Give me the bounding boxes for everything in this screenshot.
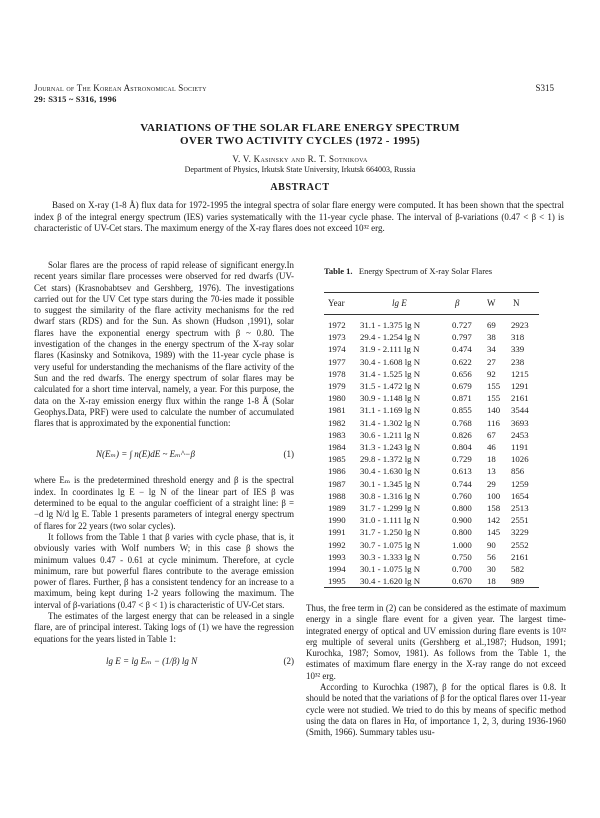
table-row [324, 418, 539, 429]
cell-year: 1973 [328, 332, 346, 343]
cell-beta: 0.760 [452, 490, 472, 501]
cell-n: 3693 [511, 417, 529, 428]
cell-year: 1979 [328, 381, 346, 391]
cell-beta: 0.679 [452, 381, 472, 391]
cell-year: 1980 [328, 393, 346, 404]
cell-year: 1983 [328, 429, 346, 440]
equation-2-number: (2) [283, 655, 294, 666]
cell-year: 1993 [328, 551, 346, 562]
cell-beta: 0.797 [452, 332, 472, 343]
cell-year: 1977 [328, 356, 346, 367]
cell-n: 989 [511, 576, 525, 587]
cell-n: 2513 [511, 503, 529, 513]
table-caption-text: Energy Spectrum of X-ray Solar Flares [358, 266, 493, 276]
cell-lge: 31.5 - 1.472 lg N [360, 381, 421, 391]
title-line-1: VARIATIONS OF THE SOLAR FLARE ENERGY SPECTRUM [140, 122, 460, 134]
cell-n: 1215 [511, 368, 529, 379]
cell-lge: 31.1 - 1.375 lg N [360, 320, 421, 330]
table-caption [324, 266, 492, 276]
table-label: Table 1. [324, 266, 353, 276]
authors: V. V. Kasinsky and R. T. Sotnikova [232, 154, 368, 164]
cell-year: 1988 [328, 490, 346, 501]
cell-w: 90 [487, 539, 496, 550]
cell-beta: 0.729 [452, 454, 472, 465]
paper-title [0, 122, 600, 148]
equation-1-body: N(Eₘ) = ∫ n(E)dE ~ Eₘ^−β [96, 449, 196, 460]
cell-beta: 0.800 [452, 527, 472, 538]
cell-beta: 0.804 [452, 442, 472, 452]
journal-volume: 29: S315 ~ S316, 1996 [34, 94, 117, 104]
cell-n: 1026 [511, 454, 529, 465]
equation-2 [34, 651, 294, 673]
cell-year: 1991 [328, 527, 346, 538]
table-row [324, 466, 539, 477]
cell-n: 2453 [511, 429, 529, 440]
cell-beta: 0.800 [452, 503, 472, 513]
cell-year: 1987 [328, 478, 346, 489]
paragraph-variation: It follows from the Table 1 that β varies with cycle phase, that is, it obviously varies with Wolf numbers W; in this case β shows the minimum values 0.47 - 0.61 at cycle minimum. Therefore, at cycle minimum, rare but powerful flares contribute to the average emission power of flares. Further, β has a consistent tendency for an increase to a maximum, being kept during 1-2 years following the maximum. The interval of β-variations (0.47 < β < 1) is characteristic of UV-Cet stars. [34, 531, 294, 610]
cell-w: 18 [487, 454, 496, 465]
cell-lge: 31.7 - 1.250 lg N [360, 527, 421, 538]
table-row [324, 393, 539, 404]
table-bottom-rule [324, 587, 539, 588]
cell-n: 3544 [511, 405, 529, 416]
equation-2-body: lg E = lg Eₘ − (1/β) lg N [106, 655, 198, 666]
paragraph-estimates: The estimates of the largest energy that can be released in a single flare, are of principal interest. Taking logs of (1) we have the regression equations for the years listed in Table 1: [34, 611, 294, 644]
abstract-heading: ABSTRACT [270, 182, 330, 193]
paragraph-intro: Solar flares are the process of rapid release of significant energy.In recent years similar flare processes were observed for red dwarfs (UV-Cet stars) (Krasnobabtsev and Gershberg, 1976). The investigations carried out for the UV Cet type stars during the 70-ies made it possible to suggest the similarity of the flare activity mechanisms for the red dwarf stars (RDS) and for the Sun. As shown (Hudson ,1991), solar flares have the exponential energy spectrum with β ~ 0.80. The investigation of the changes in the energy spectrum of the X-ray solar flares (Kasinsky and Sotnikova, 1989) with the 11-year cycle phase is very useful for understanding the mechanisms of the flare activity of the Sun and the red dwarfs. The energy spectrum of solar flares may be calculated for a short time interval, namely, a year. For this purpose, the data on the X-ray emission energy flux within the range 1-8 Å (Solar Geophys.Data, PRF) were used to calculate the number of accumulated flares that is approximated by the exponential function: [34, 260, 294, 429]
cell-w: 29 [487, 478, 496, 489]
cell-w: 13 [487, 466, 496, 477]
cell-w: 158 [487, 503, 501, 513]
header-w: W [487, 298, 496, 308]
cell-beta: 0.474 [452, 344, 472, 355]
cell-n: 339 [511, 344, 525, 355]
cell-lge: 30.1 - 1.345 lg N [360, 478, 421, 489]
cell-n: 1259 [511, 478, 529, 489]
affiliation: Department of Physics, Irkutsk State University, Irkutsk 664003, Russia [184, 165, 416, 174]
cell-n: 1191 [511, 442, 529, 452]
cell-year: 1995 [328, 576, 346, 587]
table-row [324, 491, 539, 502]
cell-lge: 31.4 - 1.302 lg N [360, 417, 421, 428]
cell-n: 2161 [511, 551, 529, 562]
table-row [324, 381, 539, 392]
table-row [324, 442, 539, 453]
table-row [324, 564, 539, 575]
cell-beta: 0.744 [452, 478, 472, 489]
cell-lge: 31.3 - 1.243 lg N [360, 442, 421, 452]
table-row [324, 344, 539, 355]
header-year: Year [328, 298, 345, 308]
cell-n: 2551 [511, 515, 529, 526]
cell-beta: 0.613 [452, 466, 472, 477]
cell-beta: 0.700 [452, 564, 472, 574]
cell-lge: 30.4 - 1.620 lg N [360, 576, 421, 587]
cell-lge: 31.4 - 1.525 lg N [360, 368, 421, 379]
table-row [324, 540, 539, 551]
table-top-rule [324, 292, 539, 293]
header-n: N [513, 298, 520, 308]
cell-lge: 31.1 - 1.169 lg N [360, 405, 421, 416]
table-row [324, 576, 539, 587]
table-row [324, 430, 539, 441]
cell-w: 27 [487, 356, 496, 367]
cell-lge: 29.4 - 1.254 lg N [360, 332, 421, 343]
cell-year: 1994 [328, 564, 346, 574]
cell-n: 1654 [511, 490, 529, 501]
cell-lge: 30.8 - 1.316 lg N [360, 490, 421, 501]
equation-1 [34, 437, 294, 475]
cell-n: 2161 [511, 393, 529, 404]
cell-w: 116 [487, 417, 500, 428]
cell-n: 2923 [511, 320, 529, 330]
table-row [324, 503, 539, 514]
cell-beta: 0.871 [452, 393, 472, 404]
header-beta: β [455, 298, 460, 308]
cell-year: 1985 [328, 454, 346, 465]
cell-lge: 30.4 - 1.630 lg N [360, 466, 421, 477]
title-line-2: OVER TWO ACTIVITY CYCLES (1972 - 1995) [180, 135, 420, 147]
cell-beta: 0.727 [452, 320, 472, 330]
cell-lge: 29.8 - 1.372 lg N [360, 454, 421, 465]
cell-year: 1992 [328, 539, 346, 550]
cell-w: 67 [487, 429, 496, 440]
abstract-text: Based on X-ray (1-8 Å) flux data for 1972-1995 the integral spectra of solar flare energy were computed. It has been shown that the spectral index β of the integral energy spectrum (IES) varies systematically with the 11-year cycle phase. The interval of β-variations (0.47 < β < 1) is characteristic of UV-Cet stars. The maximum energy of the X-ray flares does not exceed 10³² erg. [34, 200, 564, 233]
cell-n: 3229 [511, 527, 529, 538]
table-row [324, 454, 539, 465]
cell-year: 1974 [328, 344, 346, 355]
left-column [34, 260, 294, 673]
header-lge: lg E [392, 298, 407, 308]
paragraph-definitions: where Eₘ is the predetermined threshold energy and β is the spectral index. In coordinates lg E − lg N of the linear part of IES β was determined to be equal to the angular coefficient of a straight line: β = −d lg N/d lg E. Table 1 presents parameters of integral energy spectrum of flares for 22 years (two solar cycles). [34, 475, 294, 531]
cell-n: 238 [511, 356, 525, 367]
page-number: S315 [535, 83, 554, 93]
cell-w: 140 [487, 405, 501, 416]
cell-w: 56 [487, 551, 496, 562]
table-row [324, 479, 539, 490]
cell-lge: 30.6 - 1.211 lg N [360, 429, 420, 440]
cell-n: 2552 [511, 539, 529, 550]
table-row [324, 332, 539, 343]
cell-beta: 0.656 [452, 368, 472, 379]
table-row [324, 552, 539, 563]
cell-year: 1989 [328, 503, 346, 513]
cell-lge: 31.7 - 1.299 lg N [360, 503, 421, 513]
cell-n: 318 [511, 332, 525, 343]
cell-year: 1981 [328, 405, 346, 416]
cell-w: 46 [487, 442, 496, 452]
cell-beta: 1.000 [452, 539, 472, 550]
cell-year: 1986 [328, 466, 346, 477]
paragraph-free-term: Thus, the free term in (2) can be considered as the estimate of maximum energy in a single flare event for a given year. The largest time-integrated energy of optical and UV emission during flare events is 10³² erg multiple of several units (Gershberg et al.,1987; Hudson, 1991; Kurochka, 1987; Somov, 1981). As follows from the Table 1, the estimates of maximum flare energy in the X-ray range do not exceed 10³² erg. [306, 603, 566, 681]
cell-beta: 0.768 [452, 417, 472, 428]
cell-lge: 30.3 - 1.333 lg N [360, 551, 421, 562]
table-row [324, 515, 539, 526]
cell-w: 92 [487, 368, 496, 379]
cell-year: 1978 [328, 368, 346, 379]
cell-year: 1984 [328, 442, 346, 452]
equation-1-number: (1) [283, 449, 294, 460]
journal-header [34, 83, 207, 105]
cell-w: 145 [487, 527, 501, 538]
cell-beta: 0.855 [452, 405, 472, 416]
cell-year: 1982 [328, 417, 346, 428]
cell-w: 155 [487, 381, 501, 391]
cell-w: 100 [487, 490, 501, 501]
cell-beta: 0.750 [452, 551, 472, 562]
cell-w: 18 [487, 576, 496, 587]
right-column [306, 603, 566, 739]
cell-lge: 31.0 - 1.111 lg N [360, 515, 420, 526]
journal-name: Journal of The Korean Astronomical Society [34, 83, 207, 93]
cell-n: 1291 [511, 381, 529, 391]
cell-lge: 30.1 - 1.075 lg N [360, 564, 421, 574]
cell-beta: 0.622 [452, 356, 472, 367]
table-row [324, 527, 539, 538]
cell-w: 142 [487, 515, 501, 526]
cell-w: 69 [487, 320, 496, 330]
cell-n: 856 [511, 466, 525, 477]
cell-lge: 31.9 - 2.111 lg N [360, 344, 420, 355]
cell-beta: 0.670 [452, 576, 472, 587]
cell-w: 30 [487, 564, 496, 574]
cell-lge: 30.7 - 1.075 lg N [360, 539, 421, 550]
cell-lge: 30.9 - 1.148 lg N [360, 393, 421, 404]
table-row [324, 405, 539, 416]
table-row [324, 357, 539, 368]
cell-beta: 0.900 [452, 515, 472, 526]
cell-w: 34 [487, 344, 496, 355]
table-row [324, 369, 539, 380]
cell-beta: 0.826 [452, 429, 472, 440]
cell-year: 1972 [328, 320, 346, 330]
energy-spectrum-table [324, 282, 539, 592]
cell-lge: 30.4 - 1.608 lg N [360, 356, 421, 367]
table-header-rule [324, 314, 539, 315]
cell-year: 1990 [328, 515, 346, 526]
cell-w: 38 [487, 332, 496, 343]
table-row [324, 320, 539, 331]
cell-w: 155 [487, 393, 501, 404]
paragraph-optical-flares: According to Kurochka (1987), β for the optical flares is 0.8. It should be noted that the variations of β for the optical flares over 11-year cycle were not studied. We tried to do this by means of specific method using the data on flares in Hα, of importance 1, 2, 3, during 1936-1960 (Smith, 1966). Summary tables usu- [306, 682, 566, 738]
cell-n: 582 [511, 564, 525, 574]
